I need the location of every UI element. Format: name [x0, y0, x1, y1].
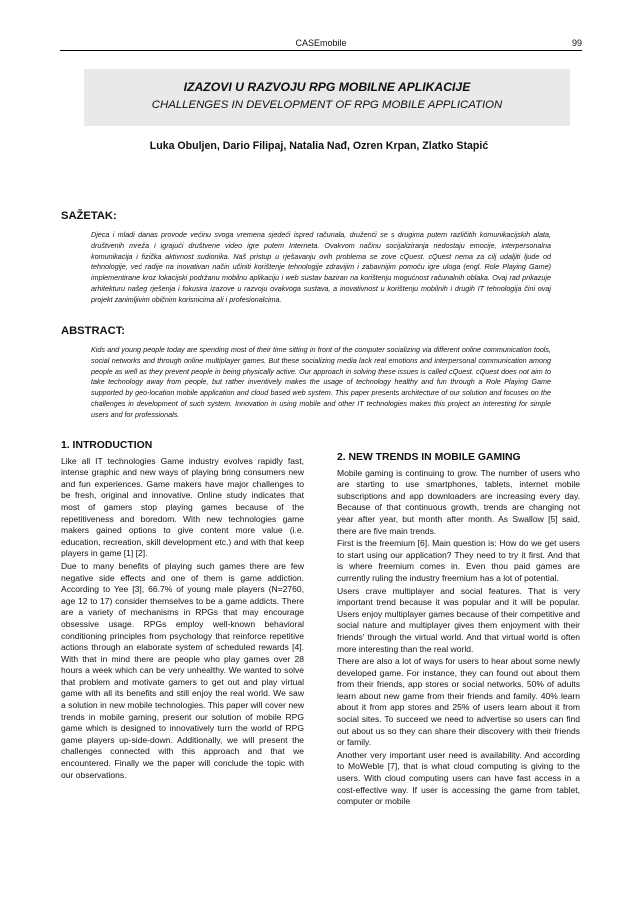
section-heading: 2. NEW TRENDS IN MOBILE GAMING [337, 452, 521, 463]
paragraph: Due to many benefits of playing such games there are few negative side effects and one of them is game addiction. According to Yee [3], 66.7% of young male players (N=2760, age 12 to 17) consider themselves to be a game addicts. There are a variety of mechanisms in RPGs that may encourage obsessive usage. RPGs employ well-known behavioral conditioning principles from psychology that reinforce repetitive actions through an elaborate system of scheduled rewards [4]. With that in mind there are people who play games over 28 hours a week which can be very unhealthy. We wanted to solve that problem and motivate gamers to get out and play virtual game with all its benefits and still enjoy the real world. We saw a solution in new mobile technologies. This paper will cover new trends in mobile gaming, present our solution of mobile RPG game which is designed to innovatively turn the world of RPG game players up-side-down. Additionally, we will present the challenges connected with this approach and that we encountered. Finally we the paper will conclude the topic with our observations. [61, 560, 304, 780]
sazetak-heading: SAŽETAK: [61, 210, 117, 222]
abstract-heading: ABSTRACT: [61, 325, 126, 337]
page-number: 99 [571, 38, 582, 48]
paragraph: Users crave multiplayer and social features. That is very important trend because it was popular and it will be popular. Users enjoy multiplayer games because of their competitive and social nature and multiplayer gives them enjoyment with their friends' through the virtual world. And that virtual world is often more interesting than the real world. [337, 585, 580, 654]
right-column [337, 452, 580, 809]
section-heading: 1. INTRODUCTION [61, 440, 153, 451]
abstract-text: Kids and young people today are spending most of their time sitting in front of the computer socializing via different online communication tools, social networks and through online multiplayer games. But these socializing media lack real emotions and interpersonal communication among people as well as they prevent people in being physically active. Our approach in solving these issues is called cQuest. cQuest does not aim to take technology away from people, but rather inventively makes the usage of technology healthy and fun through a Role Playing Game supported by geo-location mobile application and cloud based web system. This paper presents architecture of our solution and focuses on the challenges in development of such system. Innovation in using mobile and other IT technologies makes this project an interesting for simple users and for professionals. [91, 345, 551, 419]
paragraph: Another very important user need is availability. And according to MoWeble [7], that is what cloud computing is giving to the users. With cloud computing users can have fast access in a cost-effective way. If user is accessing the game from tablet, computer or mobile [337, 749, 580, 807]
running-header [60, 38, 582, 51]
journal-name: CASEmobile [295, 38, 347, 48]
paragraph: There are also a lot of ways for users to hear about some newly developed game. For instance, they can found out about them from their friends, app stores or social networks. 50% of adults learn about new game from their friends and family. 40% learn about it from app stores and 25% of users learn about it from social sites. To succeed we need to advertise so users can find out about us so they can share their discovery with their friends or family. [337, 656, 580, 748]
paragraph: First is the freemium [6]. Main question is: How do we get users to start using our application? They need to try it first. And that is where freemium comes in. Even thou paid games are currently ruling the industry freemium has a lot of potential. [337, 538, 580, 583]
paragraph: Mobile gaming is continuing to grow. The number of users who are starting to use smartphones, tablets, internet mobile subscriptions and app downloaders are increasing every day. Because of that continuous growth, trends are changing not year after year, but month after month. As Swallow [5] said, there are five main trends. [337, 467, 580, 536]
title-box [84, 69, 570, 126]
paper-subtitle: CHALLENGES IN DEVELOPMENT OF RPG MOBILE APPLICATION [151, 99, 503, 111]
left-column [61, 440, 304, 782]
author-list: Luka Obuljen, Dario Filipaj, Natalia Nađ, Ozren Krpan, Zlatko Stapić [149, 140, 489, 152]
sazetak-text: Djeca i mladi danas provode većinu svoga vremena sjedeći ispred računala, druženći se s drugima putem različitih komunikacijskih alata, društvenih mreža i igrajući društvene video igre putem Interneta. Ovakvom načinu socijaliziranja nedostaju emocije, interpersonalna komunikacija i fizička aktivnost sudionika. Naš pristup u rješavanju ovih problema se zove cQuest. cQuest nema za cilj udaljiti ljude od tehnologije, već radije na inovativan način učiniti korištenje tehnologije zdravijim i zabavnijim pomoću igre uloga (engl. Role Playing Game) implementirane kroz lokacijski podržanu mobilnu aplikaciju i web sustav baziran na korištenju mogućnost računalnih oblaka. Ovaj rad prikazuje arhitekturu našeg rješenja i fokusira izazove u razvoju ovakvoga sustava, a inovativnost u korištenju mobilnih i drugih IT tehnologija čini ovaj projekt zanimljivim običnim korisnicima ali i profesionalcima. [91, 230, 551, 304]
paragraph: Like all IT technologies Game industry evolves rapidly fast, intense graphic and new ways of playing bring consumers new and fun experiences. Game makers have major challenges to be fresh, original and innovative. Online study indicates that most of gamers stop playing games because of the repetitiveness and boredom. With new technologies game makers gained options to give content more value (i.e. education, recreation, skill development etc.) and with that keep players in game [1] [2]. [61, 455, 304, 559]
paper-title: IZAZOVI U RAZVOJU RPG MOBILNE APLIKACIJE [183, 80, 471, 94]
